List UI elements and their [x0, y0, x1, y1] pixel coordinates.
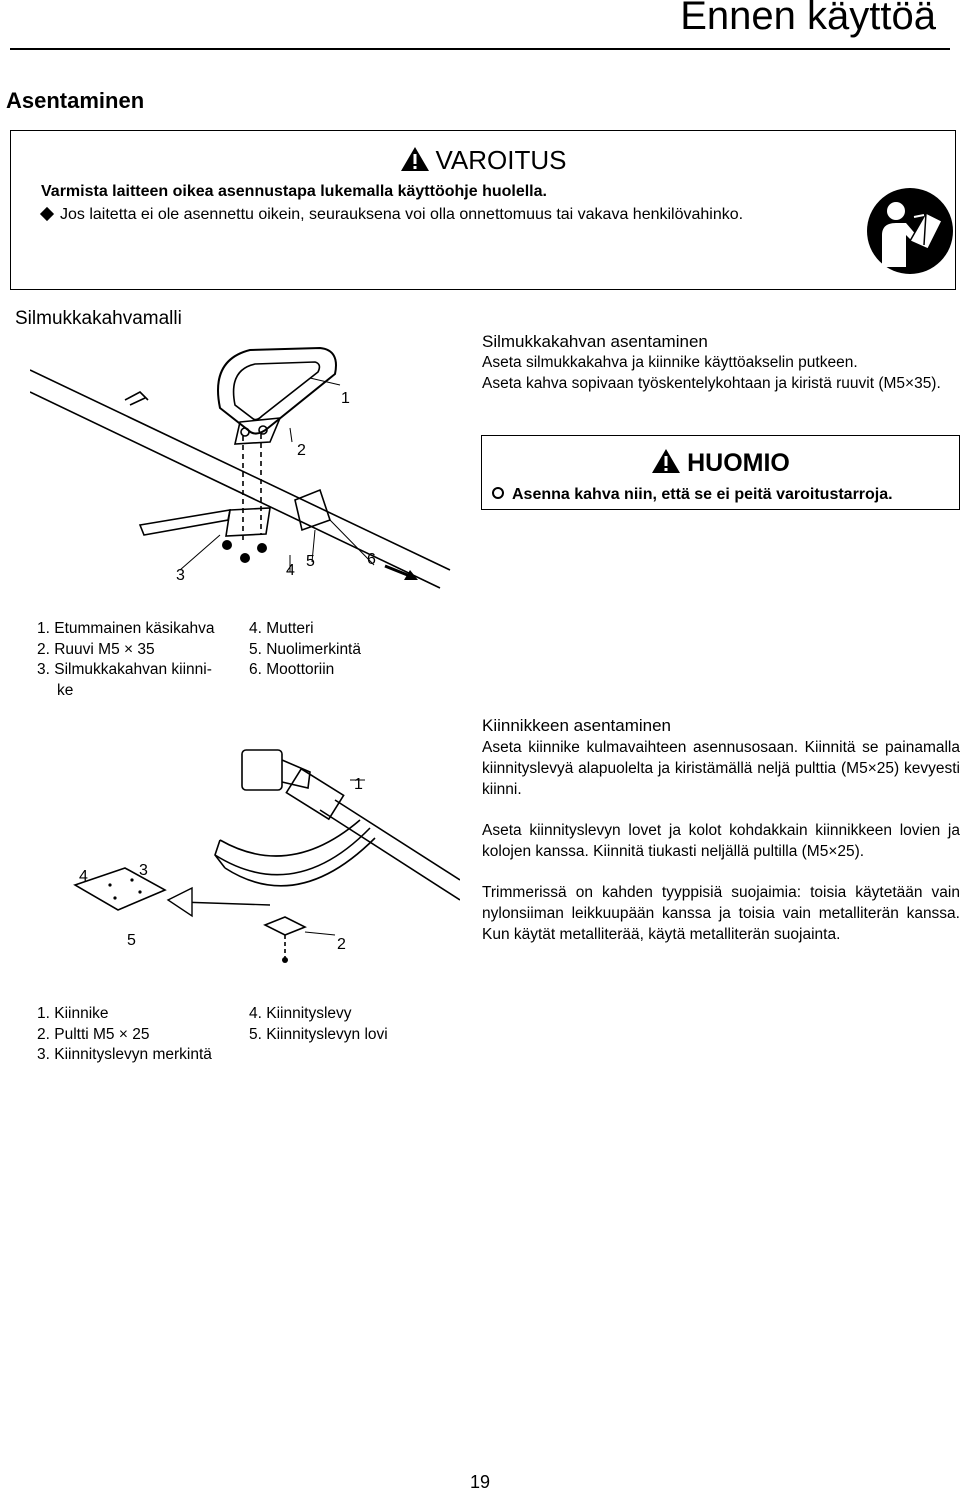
- loop-legend-item: 1. Etummainen käsikahva: [37, 620, 215, 637]
- loop-handle-heading: Silmukkakahvan asentaminen: [482, 332, 708, 351]
- mount-legend-item: 4. Kiinnityslevy: [249, 1005, 352, 1022]
- page-number: 19: [469, 1472, 491, 1492]
- mount-legend-item: 1. Kiinnike: [37, 1005, 109, 1022]
- section-title: Asentaminen: [6, 88, 145, 113]
- caution-box: [481, 435, 960, 510]
- warning-line-2: [41, 206, 743, 224]
- mount-figure-label-5: 5: [127, 932, 136, 949]
- warning-line-2-text: Jos laitetta ei ole asennettu oikein, seurauksena voi olla onnettomuus tai vakava henkilövahinko.: [60, 206, 744, 223]
- warning-triangle-icon: [400, 146, 430, 172]
- diamond-bullet-icon: [40, 207, 54, 221]
- ring-bullet-icon: [492, 487, 504, 499]
- mount-figure-label-1: 1: [354, 776, 363, 793]
- loop-handle-paragraph-line-1: Aseta silmukkakahva ja kiinnike käyttöakselin putkeen.: [482, 354, 858, 371]
- loop-figure-label-6: 6: [367, 551, 376, 568]
- mount-legend-right: [249, 1004, 459, 1045]
- loop-legend-item: 4. Mutteri: [249, 620, 314, 637]
- mount-figure-label-3: 3: [139, 862, 148, 879]
- loop-legend-item: 5. Nuolimerkintä: [249, 640, 361, 658]
- header-rule: [10, 48, 950, 50]
- warning-heading-text: VAROITUS: [435, 145, 567, 175]
- loop-handle-paragraph-line-2: Aseta kahva sopivaan työskentelykohtaan ja kiristä ruuvit (M5×35).: [482, 375, 941, 392]
- caution-heading-text: HUOMIO: [687, 449, 790, 477]
- loop-legend-right: [249, 619, 459, 681]
- mount-paragraph-3: Trimmerissä on kahden tyyppisiä suojaimia: toisia käytetään vain nylonsiiman leikkuupään kanssa ja toisia vain metalliterän kanssa. Kun käytät metalliterää, käytä metalliterän suojainta.: [482, 884, 960, 943]
- mount-figure-label-4: 4: [79, 868, 88, 885]
- loop-handle-figure: [30, 330, 470, 600]
- mount-legend-item: 3. Kiinnityslevyn merkintä: [37, 1046, 212, 1063]
- mount-paragraph-2: Aseta kiinnityslevyn lovet ja kolot kohdakkain kiinnikkeen lovien ja kolojen kanssa. Kiinnitä tiukasti neljällä pultilla (M5×25).: [482, 822, 960, 860]
- loop-legend-item: 3. Silmukkakahvan kiinni-: [37, 661, 212, 678]
- caution-text-content: Asenna kahva niin, että se ei peitä varoitustarroja.: [512, 486, 893, 503]
- warning-heading: [11, 145, 955, 176]
- loop-legend-item: 2. Ruuvi M5 × 35: [37, 640, 155, 658]
- read-manual-icon: [866, 187, 954, 275]
- mount-legend-item: 5. Kiinnityslevyn lovi: [249, 1025, 388, 1043]
- loop-legend-item: 6. Moottoriin: [249, 661, 335, 678]
- guard-mount-figure: [60, 720, 460, 970]
- loop-handle-paragraph: [482, 352, 960, 394]
- loop-figure-label-5: 5: [306, 553, 315, 570]
- caution-text: [492, 486, 893, 504]
- loop-figure-label-1: 1: [341, 390, 350, 407]
- loop-figure-label-2: 2: [297, 442, 306, 459]
- loop-figure-label-4: 4: [286, 562, 295, 579]
- warning-box: [10, 130, 956, 290]
- loop-legend-left: [37, 619, 247, 701]
- loop-handle-subtitle: Silmukkakahvamalli: [15, 308, 182, 329]
- page-header-title: Ennen käyttöä: [680, 0, 936, 38]
- mount-legend-item: 2. Pultti M5 × 25: [37, 1025, 150, 1043]
- caution-heading: [482, 448, 959, 478]
- mount-figure-label-2: 2: [337, 936, 346, 953]
- mount-heading: Kiinnikkeen asentaminen: [482, 716, 672, 735]
- mount-legend-left: [37, 1004, 247, 1066]
- loop-figure-label-3: 3: [176, 567, 185, 584]
- caution-triangle-icon: [651, 448, 681, 474]
- warning-line-1: Varmista laitteen oikea asennustapa lukemalla käyttöohje huolella.: [41, 183, 547, 200]
- mount-paragraph-1: Aseta kiinnike kulmavaihteen asennusosaan. Kiinnitä se painamalla kiinnityslevyä alapuolelta ja kiristämällä neljä pulttia (M5×25) kevyesti kiinni.: [482, 739, 960, 798]
- loop-legend-item: ke: [57, 681, 74, 699]
